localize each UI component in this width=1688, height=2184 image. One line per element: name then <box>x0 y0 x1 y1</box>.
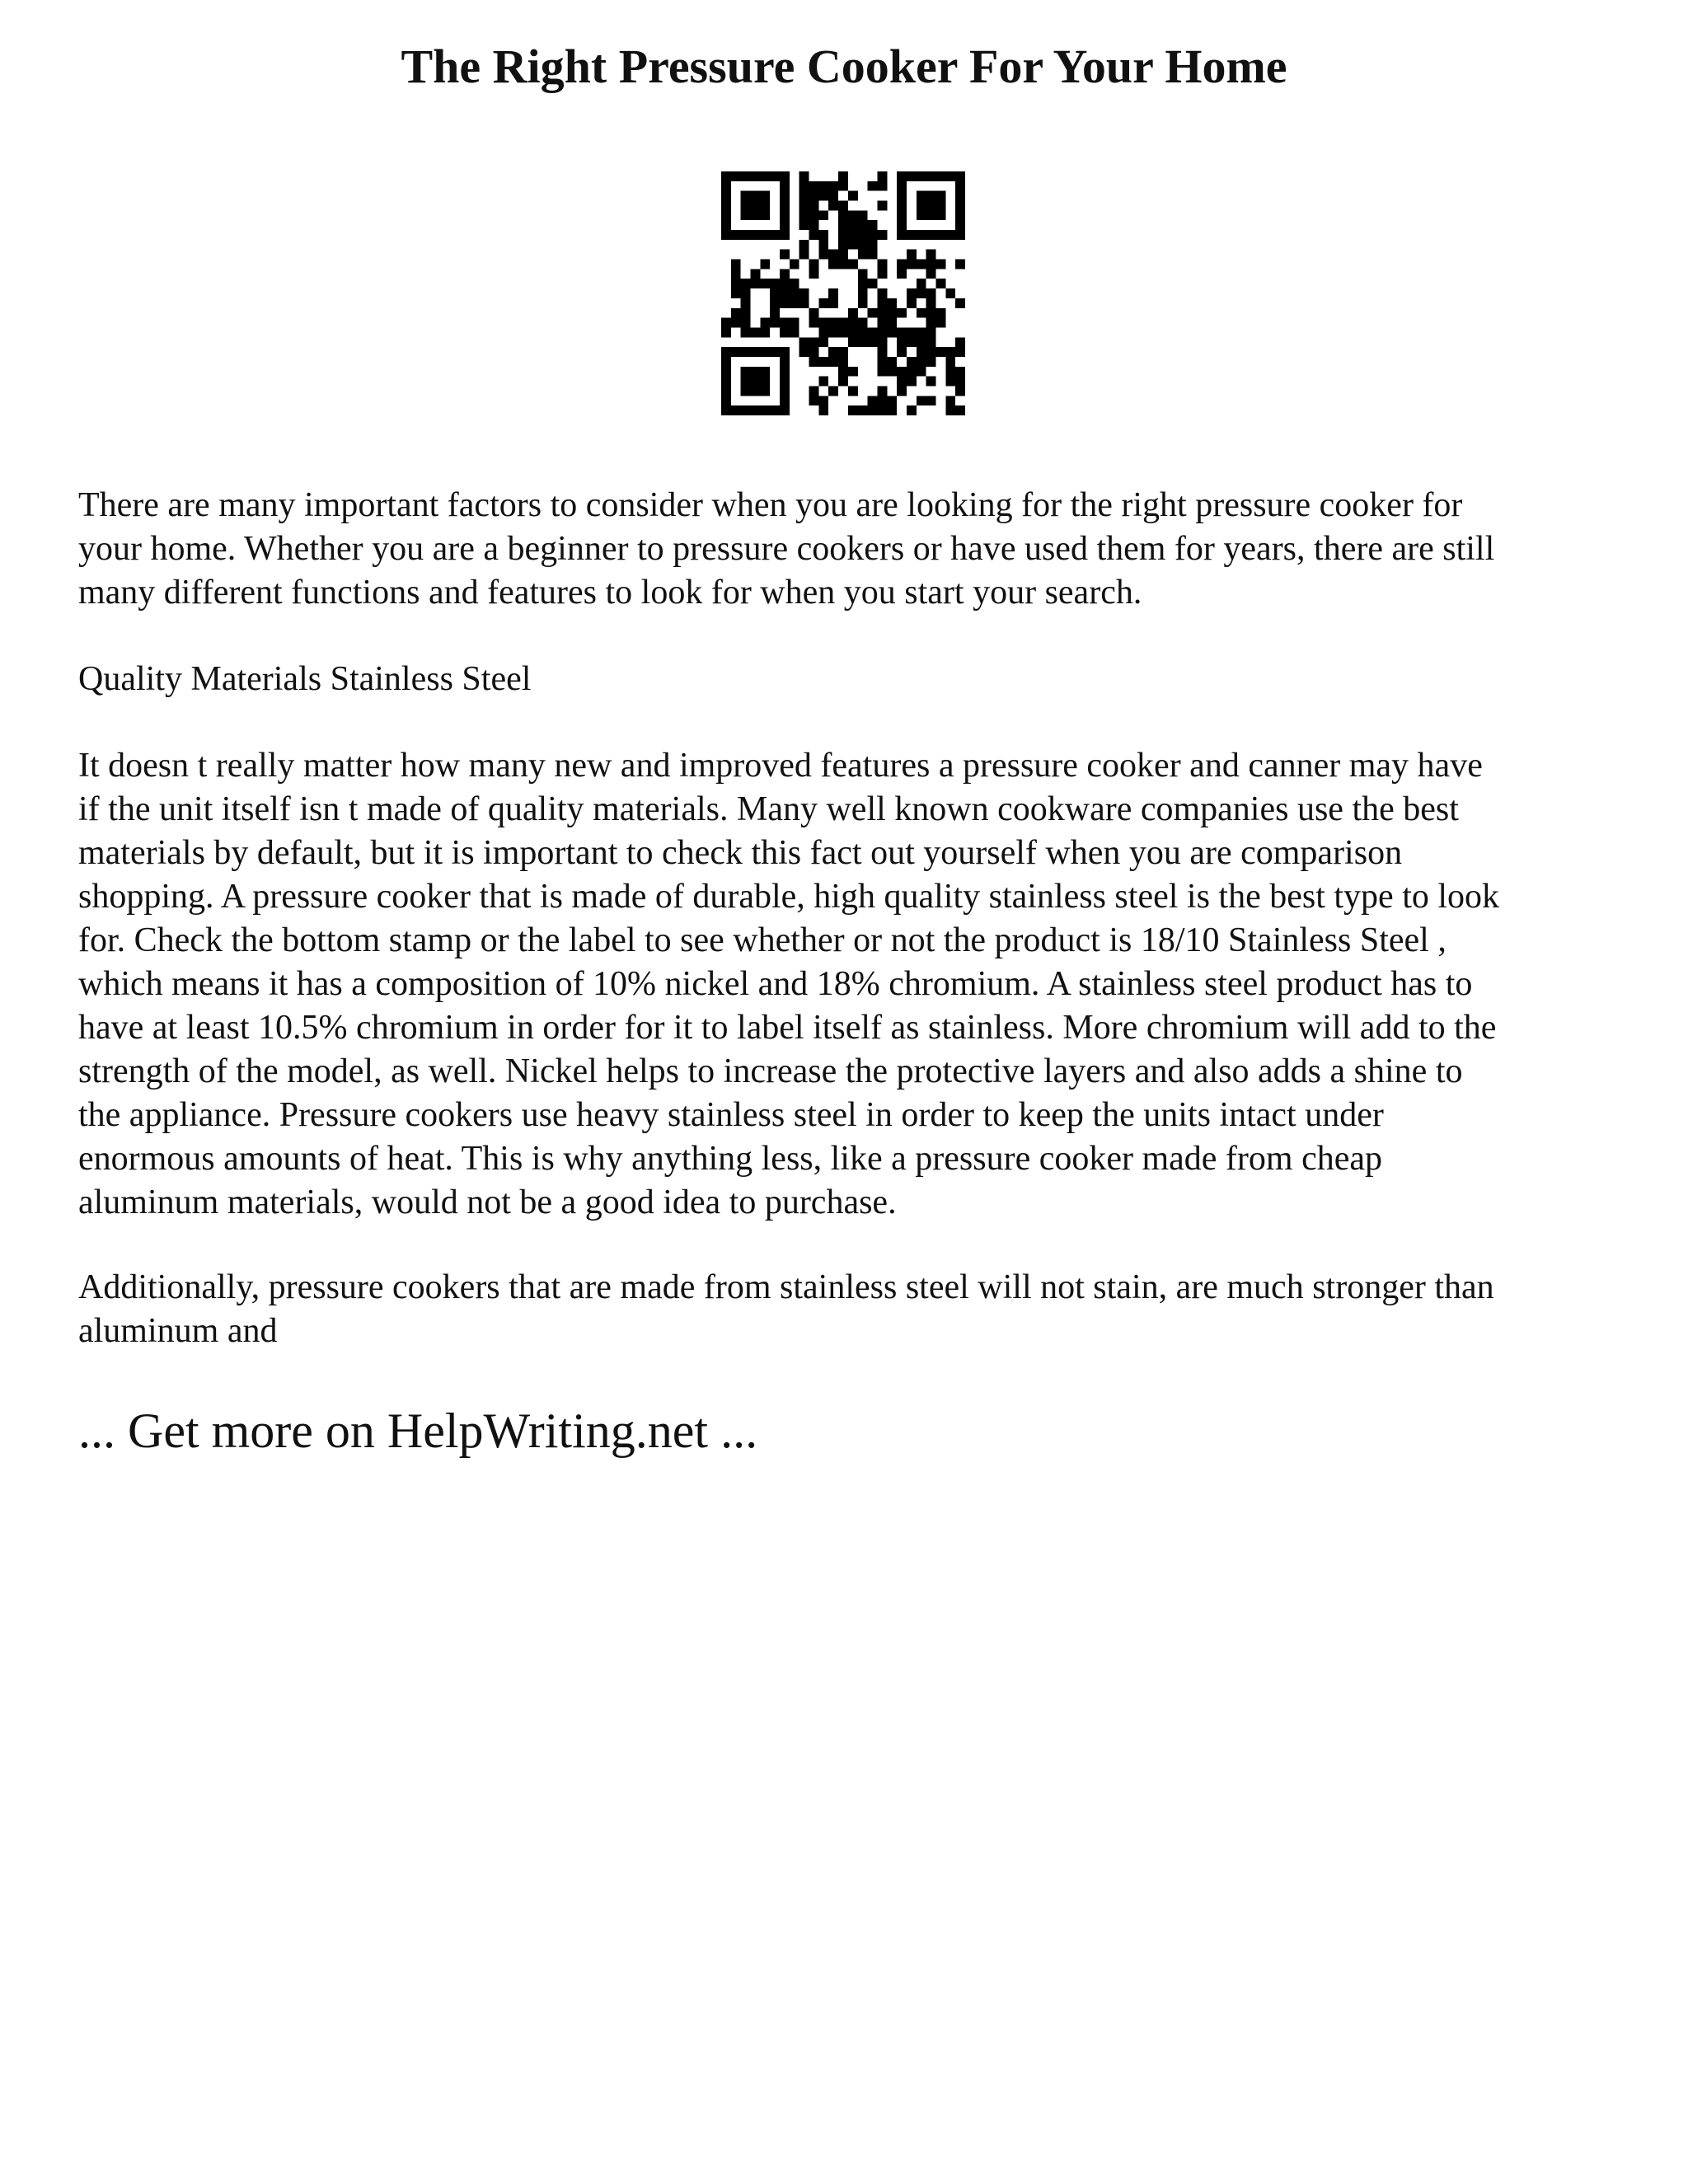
get-more-link[interactable]: ... Get more on HelpWriting.net ... <box>78 1404 758 1458</box>
paragraph-materials <box>78 744 1644 1225</box>
text-line: have at least 10.5% chromium in order for it to label itself as stainless. More chromium will add to the <box>78 1009 1497 1047</box>
text-line: aluminum and <box>78 1312 278 1350</box>
text-line: Quality Materials Stainless Steel <box>78 660 532 698</box>
text-line: Additionally, pressure cookers that are made from stainless steel will not stain, are much stronger than <box>78 1268 1494 1306</box>
text-line: if the unit itself isn t made of quality materials. Many well known cookware companies use the best <box>78 790 1459 828</box>
paragraph-additionally <box>78 1266 1644 1353</box>
text-line: the appliance. Pressure cookers use heavy stainless steel in order to keep the units intact under <box>78 1096 1384 1134</box>
text-line: enormous amounts of heat. This is why anything less, like a pressure cooker made from cheap <box>78 1140 1382 1178</box>
text-line: aluminum materials, would not be a good idea to purchase. <box>78 1183 897 1221</box>
text-line: shopping. A pressure cooker that is made of durable, high quality stainless steel is the best type to look <box>78 878 1500 916</box>
text-line: many different functions and features to look for when you start your search. <box>78 574 1142 612</box>
page-title: The Right Pressure Cooker For Your Home <box>401 40 1287 93</box>
text-line: your home. Whether you are a beginner to pressure cookers or have used them for years, there are still <box>78 530 1495 568</box>
section-heading <box>78 658 1644 701</box>
text-line: strength of the model, as well. Nickel helps to increase the protective layers and also adds a shine to <box>78 1052 1463 1090</box>
text-line: which means it has a composition of 10% nickel and 18% chromium. A stainless steel product has to <box>78 965 1473 1003</box>
text-line: It doesn t really matter how many new and improved features a pressure cooker and canner may have <box>78 747 1483 785</box>
text-line: for. Check the bottom stamp or the label to see whether or not the product is 18/10 Stainless Steel , <box>78 921 1447 959</box>
text-line: materials by default, but it is important to check this fact out yourself when you are comparison <box>78 834 1403 872</box>
paragraph-intro <box>78 484 1644 615</box>
text-line: There are many important factors to consider when you are looking for the right pressure cooker for <box>78 486 1463 524</box>
qr-code-icon <box>721 171 965 415</box>
